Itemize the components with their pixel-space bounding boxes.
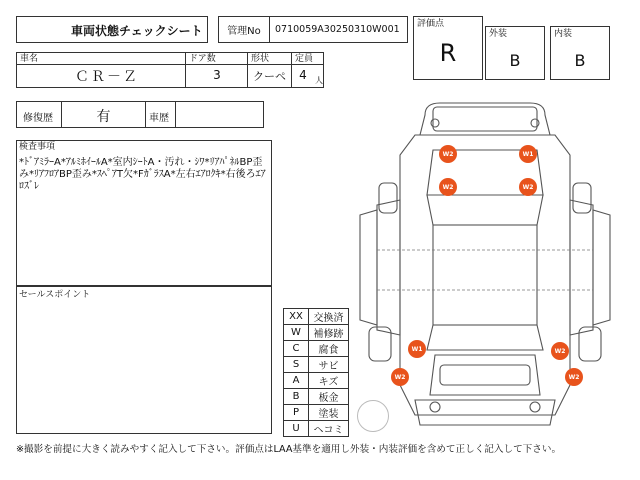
mgmt-label: 管理No <box>219 17 270 42</box>
title-box <box>16 16 208 43</box>
history-label: 車歴 <box>149 113 169 124</box>
mgmt-value: 0710059A30250310W001 <box>275 24 400 35</box>
doors-value: 3 <box>213 68 221 82</box>
exterior-box <box>485 26 545 80</box>
stamp-circle <box>357 400 389 432</box>
history-box <box>16 101 264 128</box>
interior-label: 内装 <box>554 29 573 39</box>
damage-mark: W2 <box>439 178 457 196</box>
legend-code: W <box>283 324 309 341</box>
damage-mark: W2 <box>391 368 409 386</box>
sheet-title: 車両状態チェックシート <box>71 24 203 38</box>
inspection-text: *ﾄﾞｱﾐﾗｰA*ｱﾙﾐﾎｲｰﾙA*室内ｼｰﾄA・汚れ・ｼﾜ*ﾘｱﾊﾟﾈﾙBP歪み*ﾘｱﾌﾛｱBP歪み*ｽﾍﾟｱT欠*FｶﾞﾗｽA*左右ｴｱﾛｸｷ*右後ろｴｱﾛｽﾞﾚ <box>19 157 266 192</box>
interior-box <box>550 26 610 80</box>
legend-meaning: サビ <box>308 356 349 373</box>
score-value: R <box>439 39 457 67</box>
car-name-label: 車名 <box>20 54 39 64</box>
doors-label: ドア数 <box>189 54 216 64</box>
exterior-label: 外装 <box>489 29 508 39</box>
legend-meaning: 補修跡 <box>308 324 349 341</box>
legend-code: B <box>283 388 309 405</box>
legend-table <box>283 308 349 436</box>
interior-value: B <box>574 51 586 70</box>
damage-mark: W1 <box>519 145 537 163</box>
legend-code: C <box>283 340 309 357</box>
sales-label: セールスポイント <box>19 290 91 300</box>
legend-meaning: 塗装 <box>308 404 349 421</box>
exterior-value: B <box>509 51 521 70</box>
damage-mark: W1 <box>408 340 426 358</box>
damage-mark: W2 <box>519 178 537 196</box>
capacity-value: 4 <box>299 68 307 82</box>
legend-code: A <box>283 372 309 389</box>
repair-value: 有 <box>96 109 111 125</box>
inspection-label: 検査事項 <box>19 142 56 152</box>
capacity-label: 定員 <box>295 54 314 64</box>
damage-mark: W2 <box>565 368 583 386</box>
shape-value: クーペ <box>253 70 286 83</box>
mgmt-box <box>218 16 408 43</box>
inspection-box <box>16 140 272 286</box>
legend-meaning: 交換済 <box>308 308 349 325</box>
shape-label: 形状 <box>251 54 270 64</box>
legend-code: XX <box>283 308 309 325</box>
legend-meaning: キズ <box>308 372 349 389</box>
damage-mark: W2 <box>551 342 569 360</box>
legend-meaning: 腐食 <box>308 340 349 357</box>
score-label: 評価点 <box>417 19 445 29</box>
repair-label: 修復歴 <box>23 113 53 124</box>
vehicle-info-box <box>16 52 324 88</box>
legend-code: P <box>283 404 309 421</box>
legend-code: U <box>283 420 309 437</box>
legend-meaning: 板金 <box>308 388 349 405</box>
footer-note: ※撮影を前提に大きく読みやすく記入して下さい。評価点はLAA基準を適用し外装・内装評価を含めて正しく記入して下さい。 <box>16 444 562 455</box>
legend-meaning: ヘコミ <box>308 420 349 437</box>
legend-code: S <box>283 356 309 373</box>
score-box <box>413 16 483 80</box>
car-name-value: ＣＲ－Ｚ <box>75 69 139 85</box>
damage-mark: W2 <box>439 145 457 163</box>
sales-box <box>16 286 272 434</box>
capacity-unit: 人 <box>315 76 323 85</box>
